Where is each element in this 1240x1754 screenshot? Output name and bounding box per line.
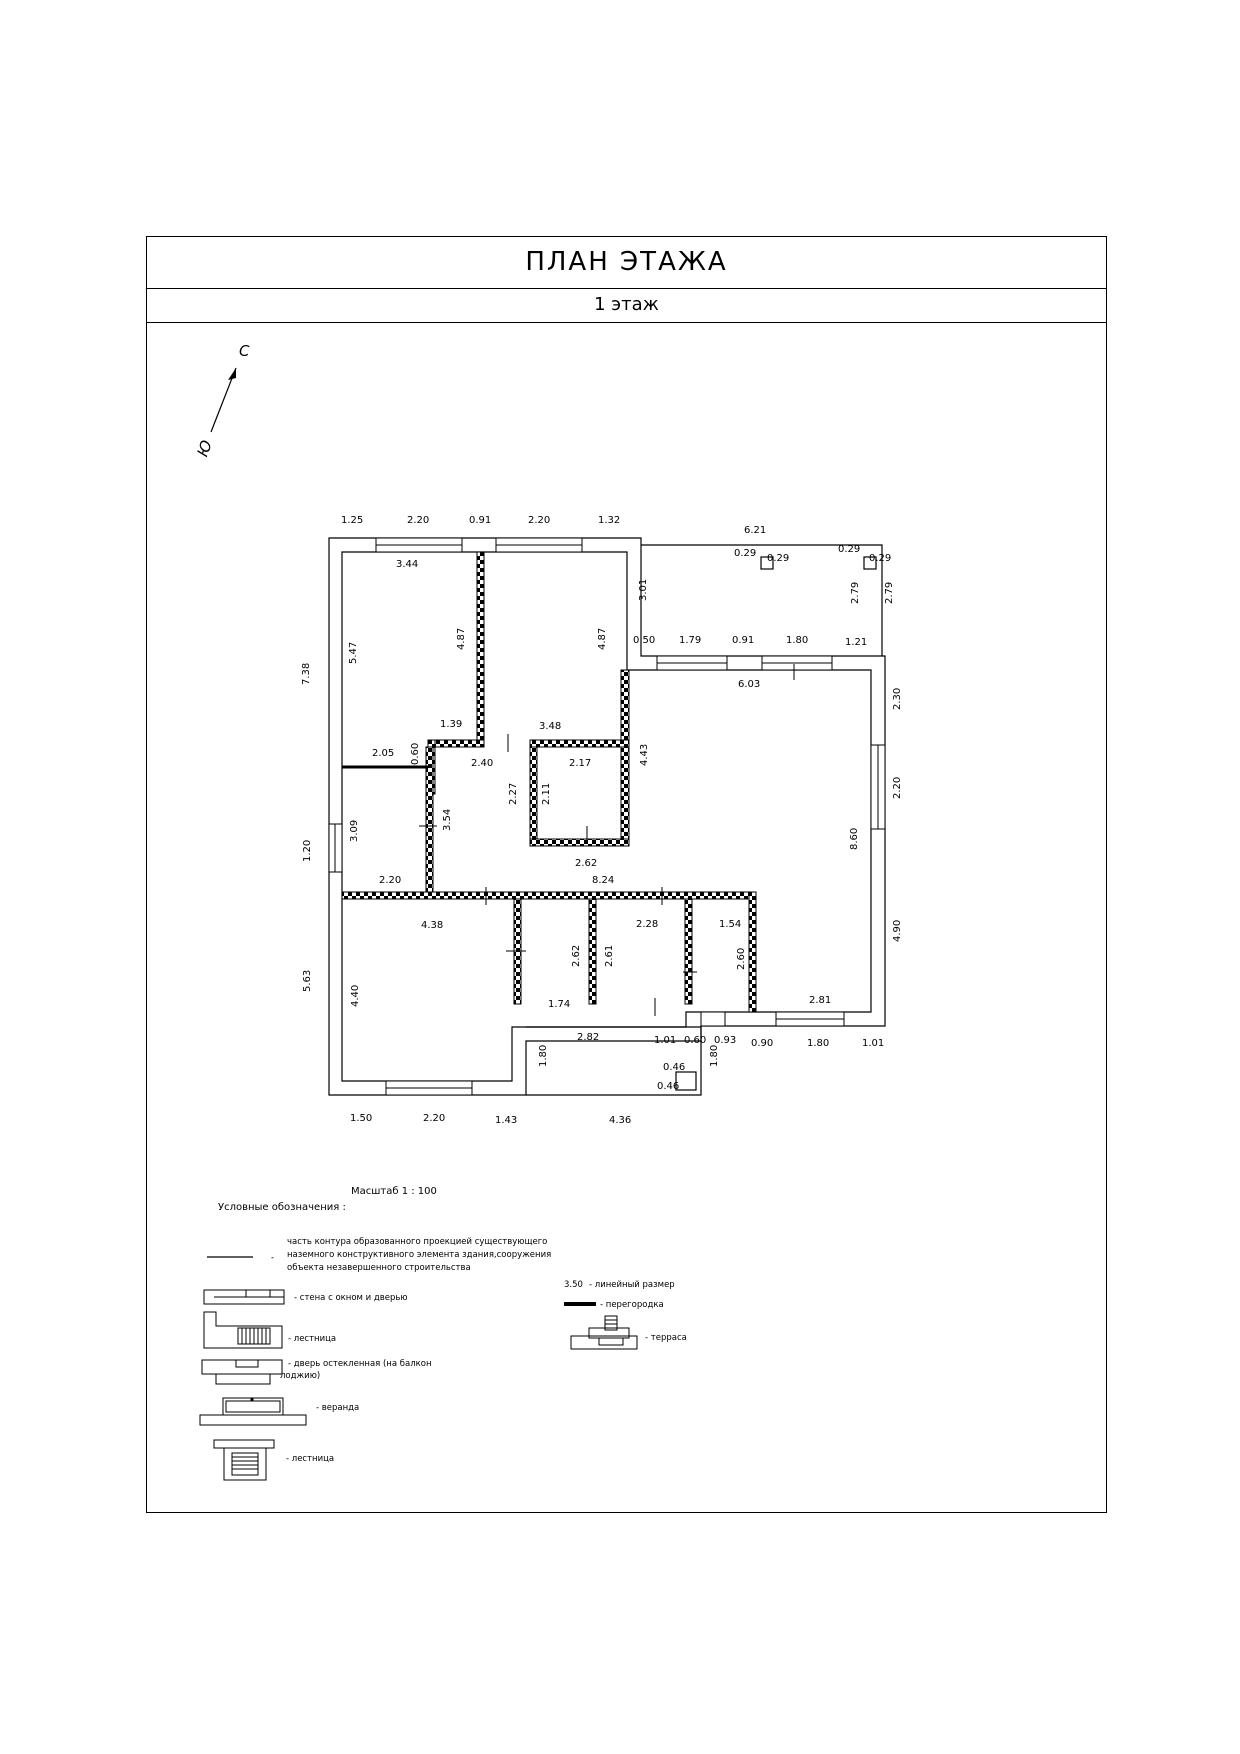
dim-label: 1.21 [845, 637, 868, 648]
dim-label: 3.09 [349, 819, 360, 842]
dim-label: 0.29 [734, 548, 757, 559]
dim-label: 2.05 [372, 748, 395, 759]
dim-label: 2.20 [407, 515, 430, 526]
dim-label: 2.30 [892, 687, 903, 710]
veranda-sample [200, 1398, 306, 1425]
outer-walls [329, 538, 885, 1095]
dim-label: 0.90 [751, 1038, 774, 1049]
dim-label: 0.46 [657, 1081, 680, 1092]
legend-partition: - перегородка [600, 1300, 664, 1310]
dim-label: 4.87 [597, 627, 608, 650]
dim-label: 4.90 [892, 919, 903, 942]
terrace-sample [571, 1316, 637, 1349]
stair-2-sample [214, 1440, 274, 1480]
dim-label: 8.24 [592, 875, 615, 886]
dim-label: 1.80 [786, 635, 809, 646]
dim-label: 1.01 [862, 1038, 885, 1049]
page-title: ПЛАН ЭТАЖА [525, 247, 728, 277]
dim-label: 2.17 [569, 758, 592, 769]
legend-linear: - линейный размер [589, 1280, 675, 1290]
dim-label: 4.38 [421, 920, 444, 931]
legend-linear-sample: 3.50 [564, 1280, 583, 1290]
legend-contour-1: часть контура образованного проекцией существующего [287, 1237, 548, 1247]
dim-label: 1.20 [302, 839, 313, 862]
partitions [342, 552, 756, 1012]
legend [200, 1186, 687, 1480]
legend-stair-1: - лестница [288, 1334, 337, 1344]
glass-door-sample [202, 1360, 282, 1384]
dim-label: 2.79 [850, 581, 861, 604]
dim-label: 4.43 [639, 743, 650, 766]
dim-label: 6.03 [738, 679, 761, 690]
dim-label: 1.39 [440, 719, 463, 730]
dim-label: 1.80 [807, 1038, 830, 1049]
dim-label: 2.20 [892, 776, 903, 799]
dim-label: 2.20 [528, 515, 551, 526]
dim-label: 1.74 [548, 999, 571, 1010]
dim-label: 0.46 [663, 1062, 686, 1073]
dim-label: 1.54 [719, 919, 742, 930]
dim-label: 0.60 [410, 742, 421, 765]
legend-glass-door-2: лоджию) [280, 1371, 321, 1381]
dim-label: 2.81 [809, 995, 832, 1006]
dim-label: 2.62 [575, 858, 598, 869]
legend-dash: - [271, 1253, 275, 1263]
dim-label: 1.80 [709, 1044, 720, 1067]
dim-label: 2.62 [571, 944, 582, 967]
dim-label: 1.50 [350, 1113, 373, 1124]
stair-sample [204, 1312, 282, 1348]
dim-label: 2.82 [577, 1032, 600, 1043]
dim-label: 5.47 [348, 641, 359, 664]
dim-label: 4.36 [609, 1115, 632, 1126]
dim-label: 0.29 [838, 544, 861, 555]
dim-label: 3.54 [442, 808, 453, 831]
dim-label: 2.40 [471, 758, 494, 769]
dim-label: 1.25 [341, 515, 364, 526]
dim-label: 0.29 [869, 553, 892, 564]
dim-label: 2.79 [884, 581, 895, 604]
dim-label: 1.43 [495, 1115, 518, 1126]
dim-label: 2.28 [636, 919, 659, 930]
legend-contour-3: объекта незавершенного строительства [287, 1263, 471, 1273]
compass-south: Ю [193, 437, 216, 460]
dim-label: 0.91 [469, 515, 492, 526]
dimension-labels [301, 515, 903, 1126]
dim-label: 1.32 [598, 515, 621, 526]
dim-label: 7.38 [301, 662, 312, 685]
dim-label: 0.29 [767, 553, 790, 564]
dim-label: 0.91 [732, 635, 755, 646]
wall-sample [204, 1290, 284, 1304]
legend-stair-2: - лестница [286, 1454, 335, 1464]
dim-label: 0.60 [684, 1035, 707, 1046]
compass [193, 342, 250, 459]
floor-label: 1 этаж [594, 294, 659, 315]
dim-label: 4.40 [350, 984, 361, 1007]
dim-label: 0.50 [633, 635, 656, 646]
dim-label: 2.60 [736, 947, 747, 970]
dim-label: 4.87 [456, 627, 467, 650]
legend-terrace: - терраса [645, 1333, 687, 1343]
dim-label: 5.63 [302, 969, 313, 992]
legend-wall: - стена с окном и дверью [294, 1293, 408, 1303]
dim-label: 2.20 [423, 1113, 446, 1124]
dim-label: 1.80 [538, 1044, 549, 1067]
dim-label: 1.79 [679, 635, 702, 646]
dim-label: 3.44 [396, 559, 419, 570]
dim-label: 0.93 [714, 1035, 737, 1046]
dim-label: 1.01 [654, 1035, 677, 1046]
legend-glass-door-1: - дверь остекленная (на балкон [288, 1359, 432, 1369]
dim-label: 2.20 [379, 875, 402, 886]
dim-label: 2.11 [541, 782, 552, 805]
legend-heading: Условные обозначения : [218, 1202, 346, 1213]
dim-label: 8.60 [849, 827, 860, 850]
dim-label: 3.48 [539, 721, 562, 732]
legend-veranda: - веранда [316, 1403, 360, 1413]
dim-label: 3.01 [638, 578, 649, 601]
scale-label: Масштаб 1 : 100 [351, 1186, 437, 1197]
legend-contour-2: наземного конструктивного элемента здания,сооружения [287, 1250, 552, 1260]
compass-north: С [239, 342, 250, 360]
dim-label: 2.61 [604, 944, 615, 967]
dim-label: 6.21 [744, 525, 767, 536]
dim-label: 2.27 [508, 782, 519, 805]
